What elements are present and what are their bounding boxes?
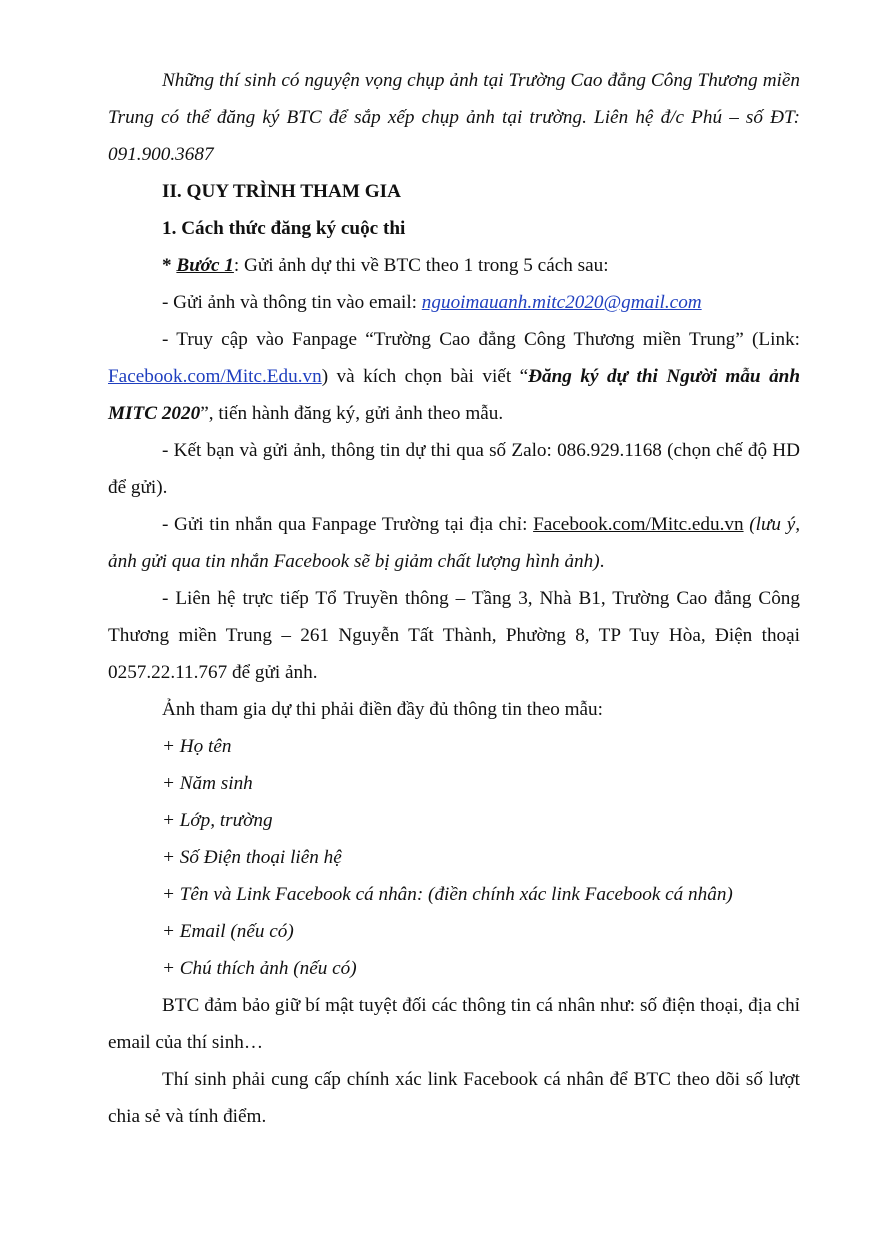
method-zalo: - Kết bạn và gửi ảnh, thông tin dự thi qua số Zalo: 086.929.1168 (chọn chế độ HD để gửi). bbox=[108, 440, 800, 498]
step1-label: Bước 1 bbox=[176, 255, 234, 276]
form-field-item: + Chú thích ảnh (nếu có) bbox=[162, 958, 357, 979]
step1-prefix: * bbox=[162, 255, 177, 276]
form-field-item: + Lớp, trường bbox=[162, 810, 273, 831]
form-field-item: + Số Điện thoại liên hệ bbox=[162, 847, 342, 868]
intro-paragraph: Những thí sinh có nguyện vọng chụp ảnh tại Trường Cao đẳng Công Thương miền Trung có thể đăng ký BTC để sắp xếp chụp ảnh tại trường. Liên hệ đ/c Phú – số ĐT: 091.900.3687 bbox=[108, 70, 800, 165]
form-field-item: + Năm sinh bbox=[162, 773, 253, 794]
privacy-paragraph: BTC đảm bảo giữ bí mật tuyệt đối các thông tin cá nhân như: số điện thoại, địa chỉ email của thí sinh… bbox=[108, 995, 800, 1053]
document-body bbox=[108, 62, 800, 1135]
subsection-heading: 1. Cách thức đăng ký cuộc thi bbox=[162, 218, 406, 239]
fanpage-link[interactable]: Facebook.com/Mitc.Edu.vn bbox=[108, 366, 322, 387]
step1-paragraph bbox=[108, 247, 800, 284]
post-title: Đăng ký dự thi Người mẫu ảnh MITC 2020 bbox=[108, 366, 801, 424]
method-fanpage-text3: ”, tiến hành đăng ký, gửi ảnh theo mẫu. bbox=[200, 403, 504, 424]
email-link[interactable]: nguoimauanh.mitc2020@gmail.com bbox=[421, 292, 702, 313]
form-field-item: + Họ tên bbox=[162, 736, 232, 757]
method-email bbox=[108, 284, 800, 321]
method-fanpage bbox=[108, 321, 800, 432]
form-field-item: + Email (nếu có) bbox=[162, 921, 294, 942]
facebook-note-paragraph: Thí sinh phải cung cấp chính xác link Facebook cá nhân để BTC theo dõi số lượt chia sẻ và tính điểm. bbox=[108, 1069, 800, 1127]
form-field-item: + Tên và Link Facebook cá nhân: (điền chính xác link Facebook cá nhân) bbox=[162, 884, 733, 905]
form-intro: Ảnh tham gia dự thi phải điền đầy đủ thông tin theo mẫu: bbox=[162, 699, 603, 720]
message-fanpage-link[interactable]: Facebook.com/Mitc.edu.vn bbox=[533, 514, 744, 535]
step1-text: : Gửi ảnh dự thi về BTC theo 1 trong 5 cách sau: bbox=[233, 255, 609, 276]
method-message-note: (lưu ý, ảnh gửi qua tin nhắn Facebook sẽ bị giảm chất lượng hình ảnh) bbox=[108, 514, 801, 572]
method-message-end: . bbox=[599, 551, 605, 572]
method-fanpage-text1: - Truy cập vào Fanpage “Trường Cao đẳng Công Thương miền Trung” (Link: bbox=[162, 329, 800, 350]
method-email-text: - Gửi ảnh và thông tin vào email: bbox=[162, 292, 422, 313]
method-direct: - Liên hệ trực tiếp Tổ Truyền thông – Tầng 3, Nhà B1, Trường Cao đẳng Công Thương miền Trung – 261 Nguyễn Tất Thành, Phường 8, TP Tuy Hòa, Điện thoại 0257.22.11.767 để gửi ảnh. bbox=[108, 588, 800, 683]
method-message bbox=[108, 506, 800, 580]
method-message-text: - Gửi tin nhắn qua Fanpage Trường tại địa chỉ: bbox=[162, 514, 534, 535]
method-fanpage-text2: ) và kích chọn bài viết “ bbox=[321, 366, 529, 387]
section-heading: II. QUY TRÌNH THAM GIA bbox=[162, 181, 401, 202]
